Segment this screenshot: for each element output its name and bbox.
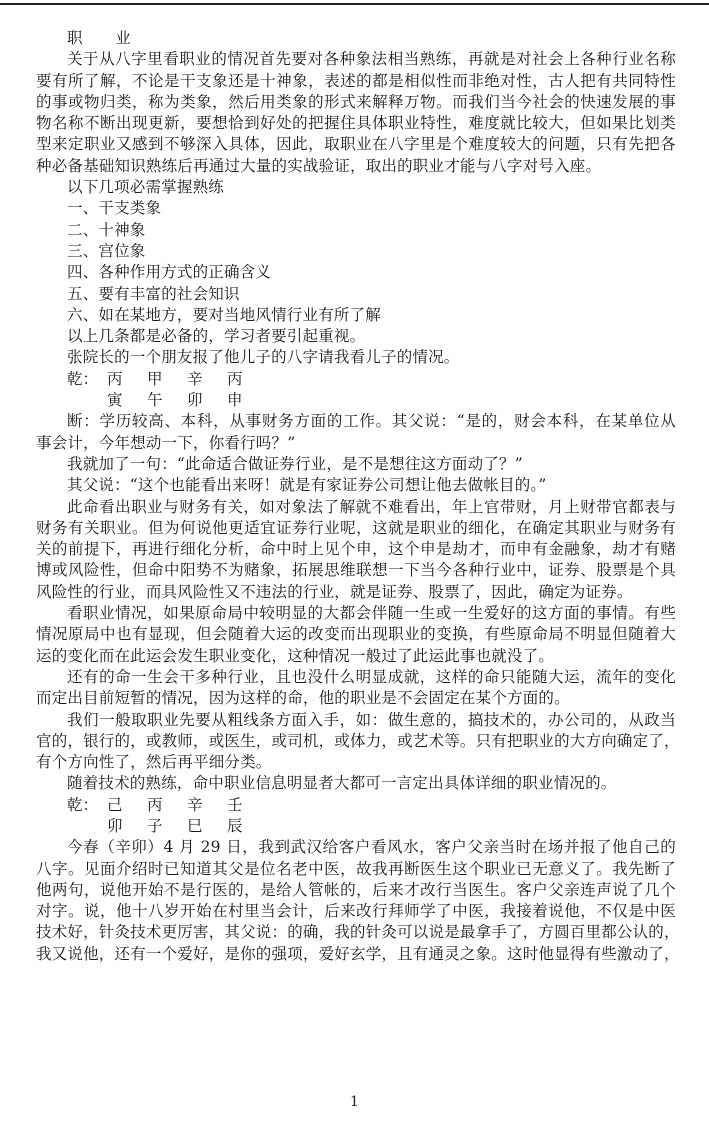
text-line: 技术好，针灸技术更厉害，其父说：的确，我的针灸可以说是最拿手了，方圆百里都公认的，: [36, 923, 680, 942]
text-line: 风险性的行业，而具风险性又不违法的行业，就是证券、股票了，因此，确定为证券。: [36, 582, 633, 601]
branch: 子: [147, 816, 163, 835]
text-line: 此命看出职业与财务有关，如对象法了解就不难看出，年上官带财，月上财带官都表与: [67, 497, 676, 516]
section-title: 职 业: [67, 29, 145, 47]
requirement-list: [36, 198, 676, 326]
page-body: [36, 28, 680, 965]
paragraph-career: [36, 603, 676, 667]
list-item: 六、如在某地方，要对当地风情行业有所了解: [67, 305, 382, 324]
case1-stems-row: [36, 369, 676, 390]
text-line: 要有所了解，不论是干支象还是十神象，表述的都是相似性而非绝对性，古人把有共同特性: [36, 71, 676, 90]
gender-label: 乾：: [67, 369, 99, 388]
list-outro: 以上几条都是必备的，学习者要引起重视。: [67, 327, 366, 346]
text-line: 事会计，今年想动一下，你看行吗？”: [36, 433, 296, 452]
text-line: 我又说他，还有一个爱好，是你的强项，爱好玄学，且有通灵之象。这时他显得有些激动了，: [36, 944, 680, 963]
branch: 辰: [227, 816, 243, 835]
case2-stems-row: [36, 795, 676, 816]
case1-branches-row: [36, 390, 676, 411]
stem: 辛: [187, 369, 203, 388]
text-line: 官的，银行的，或教师，或医生，或司机，或体力，或艺术等。只有把职业的大方向确定了，: [36, 731, 680, 750]
text-line: 我就加了一句：“此命适合做证券行业，是不是想往这方面动了？”: [67, 454, 523, 473]
paragraph-skill: 随着技术的熟练，命中职业信息明显者大都可一言定出具体详细的职业情况的。: [67, 774, 617, 793]
text-line: 有个方向性了，然后再平细分类。: [36, 753, 272, 772]
branch: 巳: [187, 816, 203, 835]
stem: 壬: [227, 795, 243, 814]
text-line: 财务有关职业。但为何说他更适宜证券行业呢，这就是职业的细化，在确定其职业与财务有: [36, 518, 676, 537]
list-intro: 以下几项必需掌握熟练: [67, 178, 225, 197]
text-line: 情况原局中也有显现，但会随着大运的改变而出现职业的变换，有些原命局不明显但随着大: [36, 625, 676, 644]
text-line: 的事或物归类，称为类象，然后用类象的形式来解释万物。而我们当今社会的快速发展的事: [36, 92, 676, 111]
list-item: 三、宫位象: [67, 241, 146, 260]
branch: 卯: [107, 816, 123, 835]
stem: 丙: [227, 369, 243, 388]
paragraph-intro: [36, 49, 676, 177]
text-line: 种必备基础知识熟练后再通过大量的实战验证，取出的职业才能与八字对号入座。: [36, 156, 602, 175]
list-item: 二、十神象: [67, 220, 146, 239]
stem: 丙: [107, 369, 123, 388]
page-number: 1: [350, 1094, 359, 1110]
paragraph-rough: [36, 710, 680, 774]
text-line: 断：学历较高、本科，从事财务方面的工作。其父说：“是的，财会本科，在某单位从: [67, 412, 676, 431]
text-line: 对字。说，他十八岁开始在村里当会计，后来改行拜师学了中医，我接着说他，不仅是中医: [36, 902, 676, 921]
text-line: 运的变化而在此运会发生职业变化，这种情况一般过了此运此事也就没了。: [36, 646, 555, 665]
paragraph-multi: [36, 667, 676, 710]
top-rule: [0, 3, 709, 5]
text-line: 他两句，说他开始不是行医的，是给人管帐的，后来才改行当医生。客户父亲连声说了几个: [36, 880, 676, 899]
text-line: 我们一般取职业先要从粗线条方面入手，如：做生意的，搞技术的，办公司的，从政当: [67, 710, 676, 729]
list-item: 四、各种作用方式的正确含义: [67, 263, 272, 282]
gender-label: 乾：: [67, 795, 99, 814]
text-line: 博或风险性，但命中阳势不为赌象，拓展思维联想一下当今各种行业中，证券、股票是个具: [36, 561, 676, 580]
text-line: 还有的命一生会干多种行业，且也没什么明显成就，这样的命只能随大运，流年的变化: [67, 667, 676, 686]
branch: 寅: [107, 391, 123, 410]
case2-branches-row: [36, 816, 676, 837]
text-line: 关于从八字里看职业的情况首先要对各种象法相当熟练，再就是对社会上各种行业名称: [67, 50, 676, 69]
branch: 午: [147, 391, 163, 410]
text-line: 今春（辛卯）4 月 29 日，我到武汉给客户看风水，客户父亲当时在场并报了他自己的: [67, 838, 676, 857]
stem: 己: [107, 795, 123, 814]
list-item: 一、干支类象: [67, 199, 162, 218]
case1-analysis: [36, 411, 676, 603]
text-line: 看职业情况，如果原命局中较明显的大都会伴随一生或一生爱好的这方面的事情。有些: [67, 604, 676, 623]
text-line: 型来定职业又感到不够深入具体，因此，取职业在八字里是个难度较大的问题，只有先把各: [36, 135, 676, 154]
list-item: 五、要有丰富的社会知识: [67, 284, 240, 303]
stem: 丙: [147, 795, 163, 814]
text-line: 关的前提下，再进行细化分析，命中时上见个申，这个申是劫才，而申有金融象，劫才有赌: [36, 540, 676, 559]
branch: 申: [227, 391, 243, 410]
stem: 甲: [147, 369, 163, 388]
text-line: 而定出目前短暂的情况，因为这样的命，他的职业是不会固定在某个方面的。: [36, 689, 570, 708]
text-line: 物名称不断出现更新，要想恰到好处的把握住具体职业特性，难度就比较大，但如果比划类: [36, 114, 676, 133]
text-line: 其父说：“这个也能看出来呀！就是有家证券公司想让他去做帐目的。”: [67, 476, 547, 495]
case2-analysis: [36, 837, 680, 965]
stem: 辛: [187, 795, 203, 814]
text-line: 八字。见面介绍时已知道其父是位名老中医，故我再断医生这个职业已无意义了。我先断了: [36, 859, 676, 878]
branch: 卯: [187, 391, 203, 410]
case1-intro: 张院长的一个朋友报了他儿子的八字请我看儿子的情况。: [67, 348, 460, 367]
